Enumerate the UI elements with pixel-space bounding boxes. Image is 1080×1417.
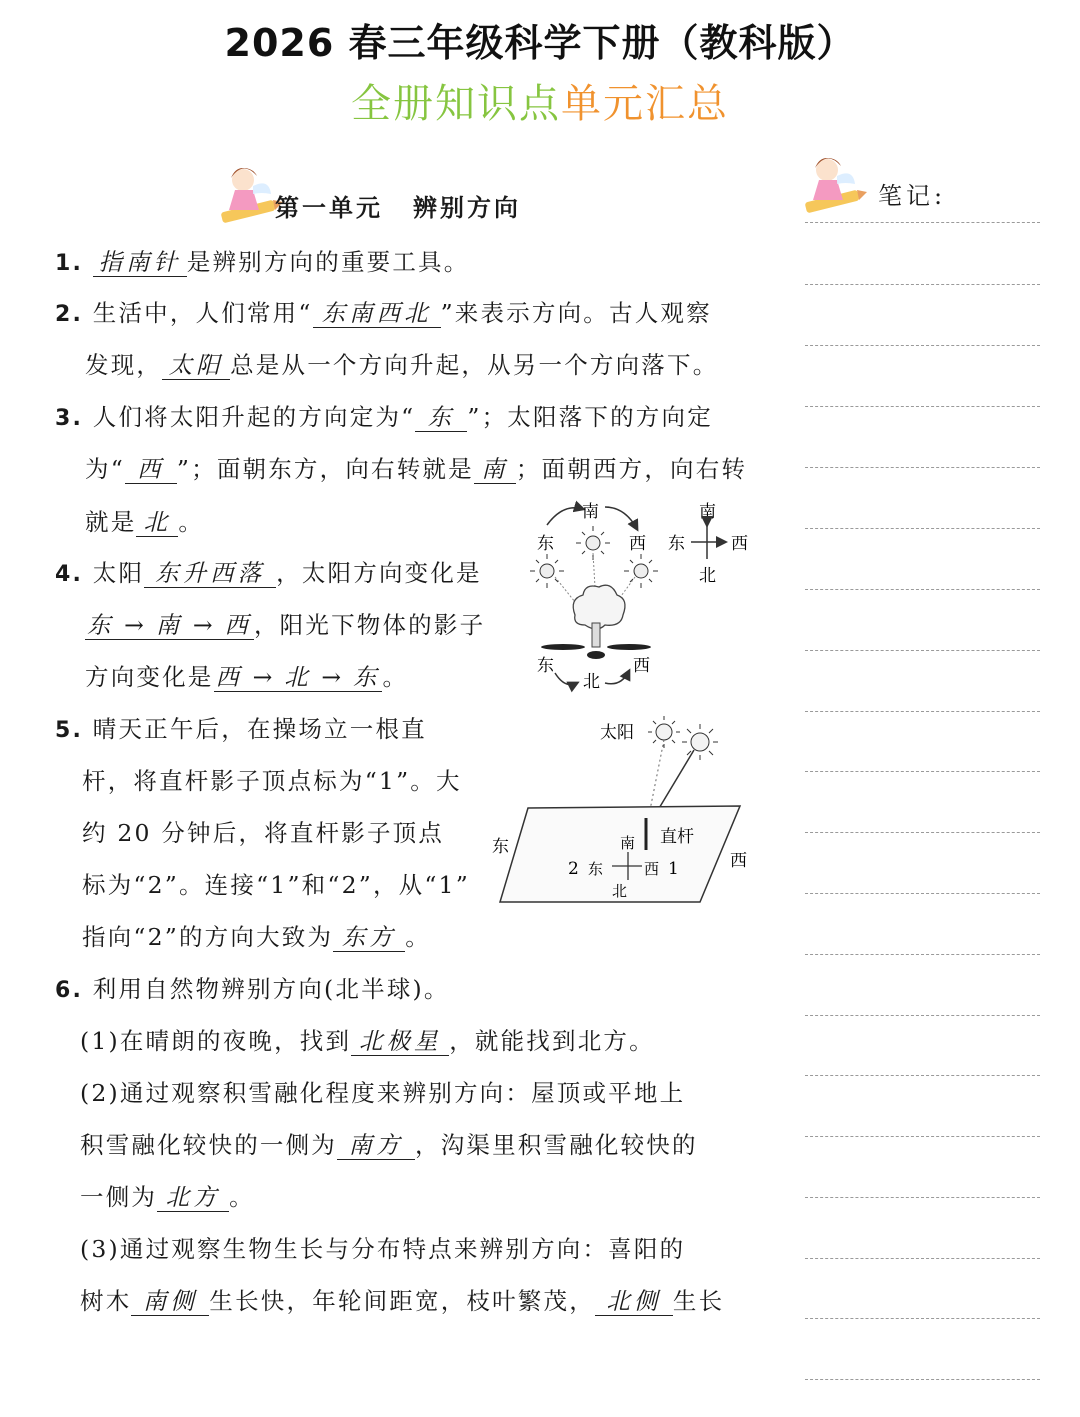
answer-blank: 太阳: [162, 352, 230, 380]
item-number: 4.: [55, 562, 84, 587]
item-5: [55, 710, 427, 744]
answer-blank: 北极星: [351, 1028, 449, 1056]
page-title: 2026 春三年级科学下册（教科版）: [224, 21, 856, 65]
answer-blank: 北方: [157, 1184, 229, 1212]
item-6: [55, 970, 450, 1004]
item-text: ，太阳方向变化是: [276, 559, 482, 587]
unit-number: 第一单元: [275, 194, 383, 222]
ground-label-east: 东: [492, 837, 509, 857]
sun-path-label-south: 南: [582, 502, 599, 522]
item-text: ，阳光下物体的影子: [253, 611, 486, 639]
item-text: 是辨别方向的重要工具。: [186, 248, 470, 276]
item-text: ；面朝西方，向右转: [515, 455, 748, 483]
item-text: 积雪融化较快的一侧为: [80, 1131, 337, 1159]
note-line: [805, 222, 1040, 223]
compass-south: 南: [699, 502, 716, 522]
note-line: [805, 528, 1040, 529]
answer-blank: 南侧: [131, 1288, 209, 1316]
item-6-sub-3-line-2: [80, 1282, 724, 1316]
note-line: [805, 1318, 1040, 1319]
item-5-line-5: [82, 918, 431, 952]
item-3: [55, 398, 713, 432]
item-text: 发现，: [85, 351, 163, 379]
answer-blank: 东南西北: [313, 300, 441, 328]
item-text: (1)在晴朗的夜晚，找到: [80, 1027, 352, 1055]
compass-north: 北: [699, 566, 716, 586]
sun-shadow-diagram: [525, 495, 765, 695]
note-line: [805, 284, 1040, 285]
item-6-sub-3: (3)通过观察生物生长与分布特点来辨别方向：喜阳的: [80, 1235, 686, 1263]
item-3-line-2: [85, 450, 747, 484]
pole-compass-south: 南: [620, 834, 636, 852]
item-1: [55, 243, 469, 277]
unit-topic: 辨别方向: [413, 194, 521, 222]
shadow-label-east: 东: [537, 656, 554, 676]
note-line: [805, 832, 1040, 833]
item-text: 生长快，年轮间距宽，枝叶繁茂，: [209, 1287, 595, 1315]
note-line: [805, 1258, 1040, 1259]
point-1-label: 1: [668, 859, 679, 879]
note-line: [805, 1136, 1040, 1137]
item-number: 5.: [55, 718, 84, 743]
note-line: [805, 1379, 1040, 1380]
compass-west: 西: [731, 534, 748, 554]
item-3-line-3: [85, 503, 204, 537]
note-line: [805, 1015, 1040, 1016]
item-text: 。: [382, 663, 409, 691]
answer-blank: 南方: [337, 1132, 415, 1160]
item-text: 人们将太阳升起的方向定为“: [92, 403, 416, 431]
sun-label: 太阳: [600, 723, 634, 743]
note-line: [805, 893, 1040, 894]
item-text: 晴天正午后，在操场立一根直: [92, 715, 427, 743]
note-line: [805, 650, 1040, 651]
note-line: [805, 954, 1040, 955]
item-text: ”；太阳落下的方向定: [467, 403, 713, 431]
item-6-sub-2-line-2: [80, 1126, 698, 1160]
item-number: 2.: [55, 302, 84, 327]
item-text: 。: [405, 923, 431, 951]
item-6-sub-2-line-3: [80, 1178, 255, 1212]
item-text: 方向变化是: [85, 663, 214, 691]
notes-label: 笔记:: [878, 182, 947, 210]
answer-blank: 北侧: [595, 1288, 673, 1316]
item-text: 太阳: [92, 559, 145, 587]
item-5-line-2: 杆，将直杆影子顶点标为“1”。大: [82, 767, 462, 795]
item-text: 就是: [85, 508, 137, 536]
subtitle-green: 全册知识点: [351, 81, 561, 127]
answer-blank: 西: [125, 456, 177, 484]
shadow-label-north: 北: [583, 672, 600, 692]
tree-icon: [573, 585, 625, 647]
pole-shadow-diagram: [488, 710, 758, 910]
item-text: 。: [178, 508, 205, 536]
item-5-line-4: 标为“2”。连接“1”和“2”，从“1”: [82, 871, 470, 899]
answer-blank: 指南针: [93, 249, 187, 277]
subtitle-orange: 单元汇总: [561, 81, 729, 127]
item-text: 为“: [85, 455, 125, 483]
item-text: 生长: [672, 1287, 725, 1315]
sun-path-label-west: 西: [629, 534, 646, 554]
answer-blank: 东升西落: [144, 560, 276, 588]
note-line: [805, 711, 1040, 712]
answer-blank: 东 → 南 → 西: [87, 611, 252, 639]
shadow-label-west: 西: [633, 656, 650, 676]
pole-compass-east: 东: [588, 860, 604, 878]
answer-blank: 东: [415, 404, 467, 432]
item-text: ，沟渠里积雪融化较快的: [415, 1131, 698, 1159]
item-text: ，就能找到北方。: [449, 1027, 655, 1055]
item-text: 树木: [80, 1287, 132, 1315]
pole-compass-west: 西: [644, 860, 660, 878]
compass-rose: [668, 502, 748, 586]
sun-path-label-east: 东: [537, 534, 554, 554]
item-text: 一侧为: [80, 1183, 158, 1211]
item-6-sub-2: (2)通过观察积雪融化程度来辨别方向：屋顶或平地上: [80, 1079, 686, 1107]
item-4-line-3: [85, 658, 408, 692]
item-text: ”来表示方向。古人观察: [440, 299, 712, 327]
item-text: 生活中，人们常用“: [92, 299, 313, 327]
note-line: [805, 771, 1040, 772]
item-text: 指向“2”的方向大致为: [82, 923, 334, 951]
answer-blank: 南: [474, 456, 516, 484]
point-2-label: 2: [568, 859, 579, 879]
compass-east: 东: [668, 534, 685, 554]
note-line: [805, 1075, 1040, 1076]
note-line: [805, 406, 1040, 407]
pole-label: 直杆: [660, 827, 694, 847]
note-line: [805, 589, 1040, 590]
item-text: ”；面朝东方，向右转就是: [176, 455, 474, 483]
item-number: 1.: [55, 251, 84, 276]
pole-compass-north: 北: [612, 882, 628, 900]
item-text: 总是从一个方向升起，从另一个方向落下。: [230, 351, 719, 379]
answer-blank: 东方: [333, 924, 405, 952]
note-line: [805, 345, 1040, 346]
item-6-sub-1: [80, 1022, 655, 1056]
note-line: [805, 1197, 1040, 1198]
note-line: [805, 467, 1040, 468]
fairy-pencil-icon-notes: [797, 148, 867, 224]
item-5-line-3: 约 20 分钟后，将直杆影子顶点: [82, 819, 445, 847]
answer-blank: 北: [136, 509, 178, 537]
item-number: 3.: [55, 406, 84, 431]
answer-blank: 西 → 北 → 东: [215, 663, 381, 691]
item-text: 。: [229, 1183, 255, 1211]
item-2-line-2: [85, 346, 718, 380]
item-2: [55, 294, 712, 328]
item-number: 6.: [55, 978, 84, 1003]
item-4: [55, 554, 482, 588]
item-text: 利用自然物辨别方向(北半球)。: [92, 975, 450, 1003]
ground-label-west: 西: [730, 851, 747, 871]
item-4-line-2: [85, 606, 485, 640]
